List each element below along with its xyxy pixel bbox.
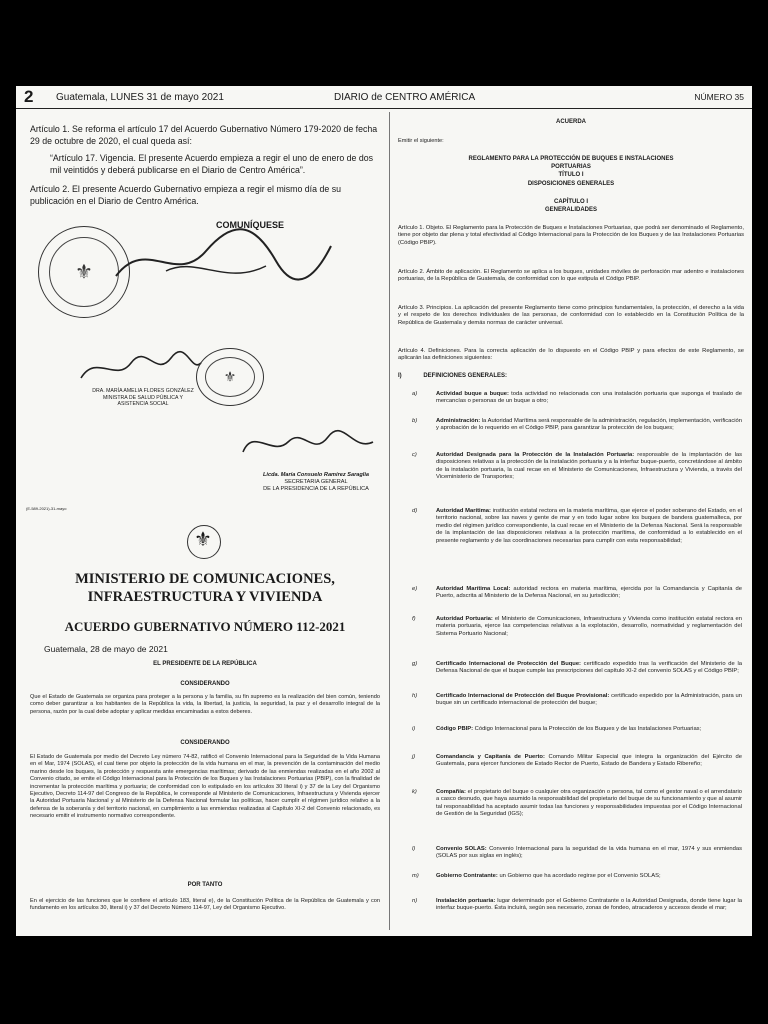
- definition-term: Autoridad Designada para la Protección de la Instalación Portuaria:: [436, 452, 635, 458]
- ministry-name: [30, 570, 380, 606]
- considerando-text-2: El Estado de Guatemala por medio del Decreto Ley número 74-82, ratificó el Convenio Internacional para la Seguridad de la Vida Humana en el Mar, 1974 (SOLAS), el cual tiene por objeto la protección de la vida humana en el mar, la prevención de la contaminación del medio marino desde los buques, la protección y respuesta ante emergencias marítimas; derivado de las enmiendas realizadas en el año 2002 al Convenio citado, se emite el Código Internacional para la Protección de los Buques y las Instalaciones Portuarias (PBIP), con la finalidad de incrementar la protección marítima y portuaria; de conformidad con lo estipulado en los artículos 30 literal i) y 37 de la Ley del Organismo Ejecutivo, Decreto 114-97 del Congreso de la República, le corresponde al Ministerio de Comunicaciones, Infraestructura y Vivienda ejercer la Autoridad Portuaria Nacional y al Ministerio de la Defensa Nacional formular las políticas, hacer cumplir el régimen jurídico relativo a la defensa de la soberanía y del territorio nacional, en cumplimiento a las enmiendas realizadas al Capítulo XI-2 del Convenio relacionado, es necesario emitir el instrumento normativo correspondiente.: [30, 754, 380, 820]
- definition-term: Convenio SOLAS:: [436, 846, 487, 852]
- definition-term: Compañía:: [436, 789, 466, 795]
- definition-text: Autoridad Portuaria: el Ministerio de Comunicaciones, Infraestructura y Vivienda como institución estatal rectora en materia portuaria, ejerce las competencias relativas a la explotación, desarrollo, normatividad y reglamentación del Sistema Portuario Nacional;: [436, 616, 742, 637]
- right-article-4: Artículo 4. Definiciones. Para la correcta aplicación de lo dispuesto en el Código PBIP y para efectos de este Reglamento, se aplicarán las definiciones siguientes:: [398, 348, 744, 362]
- decree-date: Guatemala, 28 de mayo de 2021: [44, 644, 168, 654]
- definition-term: Instalación portuaria:: [436, 898, 496, 904]
- decree-title: ACUERDO GUBERNATIVO NÚMERO 112-2021: [64, 619, 346, 634]
- definition-text: Compañía: el propietario del buque o cualquier otra organización o persona, tal como el gestor naval o el arrendatario a casco desnudo, que haya asumido la responsabilidad del propietario del buque de su funcionamiento y que al asumir tal responsabilidad ha aceptado asumir todas las funciones y responsabilidades impuestas por el Código Internacional de Gestión de la Seguridad (IGS);: [436, 789, 742, 818]
- definition-letter: b): [412, 418, 418, 424]
- definition-letter: j): [412, 754, 416, 760]
- definition-term: Certificado Internacional de Protección del Buque Provisional:: [436, 693, 610, 699]
- minister-signature: [76, 348, 206, 388]
- coat-of-arms-icon: ⚜: [194, 529, 212, 551]
- minister-name: DRA. MARÍA AMELIA FLORES GONZÁLEZ: [92, 388, 194, 394]
- secretary-name: Licda. María Consuelo Ramírez Saraglia: [262, 472, 369, 478]
- minister-signature-block: [68, 388, 218, 408]
- right-article-2: Artículo 2. Ámbito de aplicación. El Reglamento se aplica a los buques, unidades móviles de perforación mar adentro e instalaciones portuarias, de la República de Guatemala, de conformidad con lo que estipula el Código PBIP.: [398, 269, 744, 283]
- definition-text: Código PBIP: Código Internacional para la Protección de los Buques y de las Instalaciones Portuarias;: [436, 726, 702, 732]
- coat-of-arms-icon: ⚜: [223, 368, 237, 385]
- president-signature: [106, 216, 336, 296]
- definition-term: Actividad buque a buque:: [436, 391, 509, 397]
- section-number: I): [398, 373, 402, 379]
- definition-letter: l): [412, 846, 416, 852]
- definition-letter: n): [412, 898, 418, 904]
- left-quote: “Artículo 17. Vigencia. El presente Acuerdo empieza a regir el uno de enero de dos mil veintidós y deberá publicarse en el Diario de Centro América”.: [50, 153, 374, 175]
- definition-text: Certificado Internacional de Protección del Buque Provisional: certificado expedido por la Administración, para un buque sin un certificado internacional de protección del buque;: [436, 693, 742, 707]
- secretary-title-2: DE LA PRESIDENCIA DE LA REPÚBLICA: [263, 486, 369, 492]
- right-article-3: Artículo 3. Principios. La aplicación del presente Reglamento tiene como principios fundamentales, la protección, el derecho a la vida y el respeto de los derechos individuales de las personas, de conformidad con lo establecido en la Constitución Política de la República de Guatemala y demás normas de carácter universal.: [398, 305, 744, 326]
- emitir-line: Emitir el siguiente:: [398, 138, 444, 144]
- definition-letter: m): [412, 873, 419, 879]
- filing-reference: (E-589-2021)-31-mayo: [26, 506, 67, 511]
- secretary-signature-block: [252, 472, 380, 493]
- definition-text: Instalación portuaria: lugar determinado por el Gobierno Contratante o la Autoridad Designada, donde tiene lugar la interfaz buque-puerto. Ésta incluirá, según sea necesario, zonas de fondeo, atracaderos y accesos desde el mar;: [436, 898, 742, 912]
- regulation-title-line-2: PORTUARIAS: [551, 164, 591, 171]
- ministry-line-1: MINISTERIO DE COMUNICACIONES,: [75, 571, 335, 587]
- definition-text: Autoridad Marítima Local: autoridad rectora en materia marítima, ejercida por la Comandancia y Capitanía de Puerto, adscrita al Ministerio de la Defensa Nacional, en su jurisdicción;: [436, 586, 742, 600]
- capitulo-name: GENERALIDADES: [544, 207, 597, 214]
- definition-letter: a): [412, 391, 418, 397]
- president-heading: EL PRESIDENTE DE LA REPÚBLICA: [153, 661, 257, 667]
- newspaper-title: CENTRO AMÉRICA: [385, 92, 476, 103]
- definition-term: Gobierno Contratante:: [436, 873, 498, 879]
- guatemala-seal: [181, 523, 225, 563]
- definition-term: Autoridad Portuaria:: [436, 616, 493, 622]
- portanto-heading: POR TANTO: [187, 882, 223, 888]
- definition-letter: c): [412, 452, 417, 458]
- definition-letter: d): [412, 508, 418, 514]
- issue-number: NÚMERO 35: [694, 92, 744, 102]
- secretary-signature: [238, 422, 378, 466]
- ministry-line-2: INFRAESTRUCTURA Y VIVIENDA: [87, 589, 323, 605]
- regulation-title-line-1: REGLAMENTO PARA LA PROTECCIÓN DE BUQUES E INSTALACIONES: [468, 156, 674, 162]
- left-article-1: Artículo 1. Se reforma el artículo 17 del Acuerdo Gubernativo Número 179-2020 de fecha 29 de octubre de 2020, el cual queda así:: [30, 124, 378, 146]
- definition-term: Autoridad Marítima:: [436, 508, 491, 514]
- right-article-1: Artículo 1. Objeto. El Reglamento para la Protección de Buques e Instalaciones Portuarias, que podrá ser denominado el Reglamento, tiene por objeto dar plena y total efectividad al Código Internacional para la Protección de los Buques y de las Instalaciones Portuarias (Código PBIP).: [398, 225, 744, 246]
- capitulo-label: CAPÍTULO I: [554, 199, 588, 205]
- coat-of-arms-icon: ⚜: [75, 261, 93, 284]
- definition-text: Gobierno Contratante: un Gobierno que ha acordado regirse por el Convenio SOLAS;: [436, 873, 661, 879]
- definitions-list: [398, 86, 744, 936]
- titulo-label: TÍTULO I: [558, 172, 584, 179]
- acuerda-heading: ACUERDA: [556, 119, 586, 125]
- definition-letter: k): [412, 789, 417, 795]
- definition-text: Actividad buque a buque: toda actividad no relacionada con una instalación portuaria que suponga el traslado de mercancías o personas de un buque a otro;: [436, 391, 742, 405]
- definition-text: Administración: la Autoridad Marítima será responsable de la administración, regulación, implementación, verificación y aprobación de lo requerido en el Código PBIP, para garantizar la protección de los buques;: [436, 418, 742, 432]
- definition-term: Comandancia y Capitanía de Puerto:: [436, 754, 545, 760]
- definition-term: Autoridad Marítima Local:: [436, 586, 511, 592]
- definition-letter: h): [412, 693, 418, 699]
- left-article-2: Artículo 2. El presente Acuerdo Gubernativo empieza a regir el mismo día de su publicación en el Diario de Centro América.: [30, 184, 341, 206]
- header-date: Guatemala, LUNES 31 de mayo 2021: [56, 92, 224, 103]
- definition-letter: i): [412, 726, 416, 732]
- definition-text: Convenio SOLAS: Convenio Internacional para la seguridad de la vida humana en el mar, 1974 y sus enmiendas (SOLAS por sus siglas en inglés);: [436, 846, 743, 860]
- comuniquese-label: COMUNÍQUESE: [216, 220, 285, 230]
- section-title: DEFINICIONES GENERALES:: [423, 373, 508, 379]
- newspaper-prefix: DIARIO de: [334, 92, 386, 103]
- definition-term: Código PBIP:: [436, 726, 474, 732]
- column-divider: [389, 112, 390, 930]
- minister-title-2: ASISTENCIA SOCIAL: [117, 401, 169, 408]
- considerando-heading-2: CONSIDERANDO: [180, 740, 230, 746]
- definition-letter: e): [412, 586, 418, 592]
- portanto-text: En el ejercicio de las funciones que le confiere el artículo 183, literal e), de la Constitución Política de la República de Guatemala y con fundamento en los artículos 30, literal i) y 37 del Decreto Número 114-97, Ley del Organismo Ejecutivo.: [30, 898, 380, 912]
- definition-text: Autoridad Marítima: institución estatal rectora en la materia marítima, que ejerce el poder soberano del Estado, en el territorio nacional, sobre las naves y gente de mar y en todo lugar sobre los buques de bandera guatemalteca, por medio del régimen jurídico correspondiente, la cual recae en el Ministerio de la Defensa Nacional. Será la responsable de la implantación de las disposiciones relativas a la protección marítima, de conformidad a lo establecido en el presente reglamento y de las coordinaciones necesarias para cumplir con esta responsabilidad;: [436, 508, 742, 544]
- definition-letter: f): [412, 616, 416, 622]
- considerando-text-1: Que el Estado de Guatemala se organiza para proteger a la persona y la familia, su fin supremo es la realización del bien común, teniendo como deber garantizar a los habitantes de la República la vida, la libertad, la justicia, la seguridad, la paz y el desarrollo integral de la persona, razón por la cual debe adoptar y aplicar medidas encaminadas a estos deberes.: [30, 694, 380, 715]
- considerando-heading-1: CONSIDERANDO: [180, 681, 230, 687]
- definition-letter: g): [412, 661, 418, 667]
- definition-term: Certificado Internacional de Protección del Buque:: [436, 661, 581, 667]
- newspaper-page: [16, 86, 752, 936]
- definition-text: Autoridad Designada para la Protección de la Instalación Portuaria: responsable de la implantación de las disposiciones relativas a la protección de la instalación portuaria y a la interfaz buque-puerto, concretándose al ámbito de la instalación portuaria, la cual recae en el Ministerio de Comunicaciones, Infraestructura y Vivienda, a través del Viceministerio de Transportes;: [436, 452, 742, 481]
- definition-text: Comandancia y Capitanía de Puerto: Comando Militar Especial que integra la organización del Ejército de Guatemala, para ejercer funciones de Estado Rector de Puerto, Estado de Bandera y Estado Ribereño;: [436, 754, 742, 768]
- minister-title-1: MINISTRA DE SALUD PÚBLICA Y: [102, 394, 184, 401]
- page-number: 2: [24, 87, 34, 106]
- definition-text: Certificado Internacional de Protección del Buque: certificado expedido tras la verificación del Ministerio de la Defensa Nacional de que el buque cumple las prescripciones del capítulo XI-2 del convenio SOLAS y el Código PBIP;: [436, 661, 742, 675]
- secretary-title-1: SECRETARIA GENERAL: [284, 479, 348, 485]
- titulo-name: DISPOSICIONES GENERALES: [527, 180, 615, 187]
- definition-term: Administración:: [436, 418, 481, 424]
